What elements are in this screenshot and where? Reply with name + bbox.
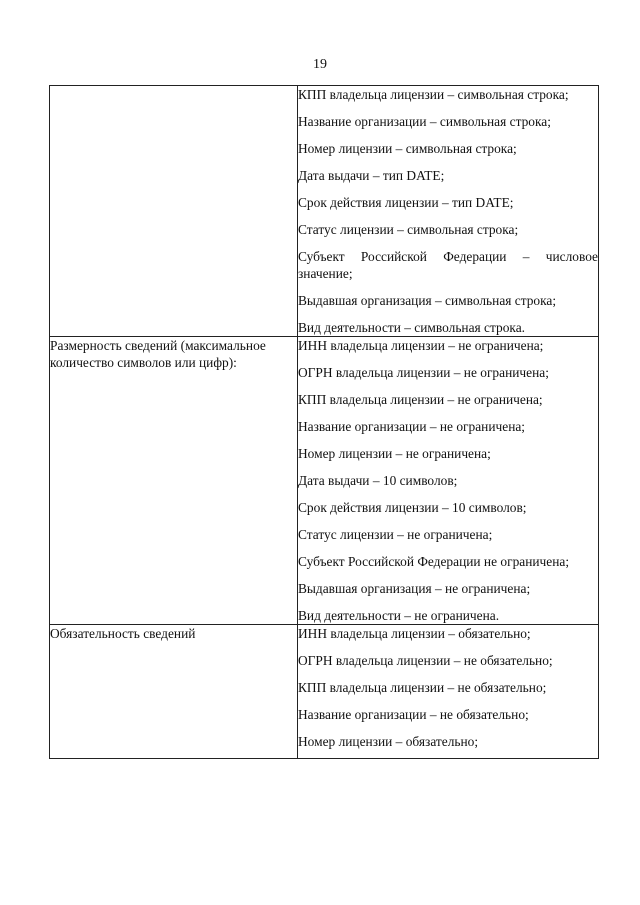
list-item: Субъект Российской Федерации не ограничена; — [298, 554, 570, 569]
list-item: КПП владельца лицензии – символьная строка; — [298, 87, 569, 102]
list-item: Название организации – не обязательно; — [298, 707, 529, 722]
list-item: ИНН владельца лицензии – не ограничена; — [298, 338, 544, 353]
table-row — [50, 625, 599, 759]
list-item: Номер лицензии – символьная строка; — [298, 141, 517, 156]
table-row — [50, 337, 599, 625]
page-number: 19 — [313, 57, 327, 72]
table-row — [50, 86, 599, 337]
row-values-cell — [298, 337, 599, 625]
list-item: Статус лицензии – символьная строка; — [298, 222, 519, 237]
list-item: Название организации – не ограничена; — [298, 419, 526, 434]
row-values-cell — [298, 625, 599, 759]
list-item: Статус лицензии – не ограничена; — [298, 527, 493, 542]
list-item: Срок действия лицензии – тип DATE; — [298, 195, 514, 210]
list-item: Дата выдачи – тип DATE; — [298, 168, 445, 183]
list-item: Вид деятельности – не ограничена. — [298, 608, 500, 623]
row-label-cell — [50, 86, 298, 337]
list-item: Номер лицензии – обязательно; — [298, 734, 479, 749]
list-item: Номер лицензии – не ограничена; — [298, 446, 491, 461]
row-label-cell — [50, 625, 298, 759]
row-label-cell — [50, 337, 298, 625]
list-item: ИНН владельца лицензии – обязательно; — [298, 626, 531, 641]
list-item: Субъект Российской Федерации – числовое значение; — [298, 249, 598, 281]
row-label: Обязательность сведений — [50, 626, 196, 641]
list-item: Название организации – символьная строка; — [298, 114, 551, 129]
row-label: Размерность сведений (максимальное количество символов или цифр): — [50, 338, 266, 370]
list-item: Дата выдачи – 10 символов; — [298, 473, 458, 488]
list-item: ОГРН владельца лицензии – не обязательно; — [298, 653, 553, 668]
list-item: Выдавшая организация – не ограничена; — [298, 581, 531, 596]
list-item: КПП владельца лицензии – не обязательно; — [298, 680, 547, 695]
list-item: КПП владельца лицензии – не ограничена; — [298, 392, 543, 407]
row-values-cell — [298, 86, 599, 337]
list-item: Срок действия лицензии – 10 символов; — [298, 500, 527, 515]
list-item: Выдавшая организация – символьная строка; — [298, 293, 557, 308]
list-item: Вид деятельности – символьная строка. — [298, 320, 525, 335]
specification-table — [49, 85, 599, 759]
list-item: ОГРН владельца лицензии – не ограничена; — [298, 365, 549, 380]
